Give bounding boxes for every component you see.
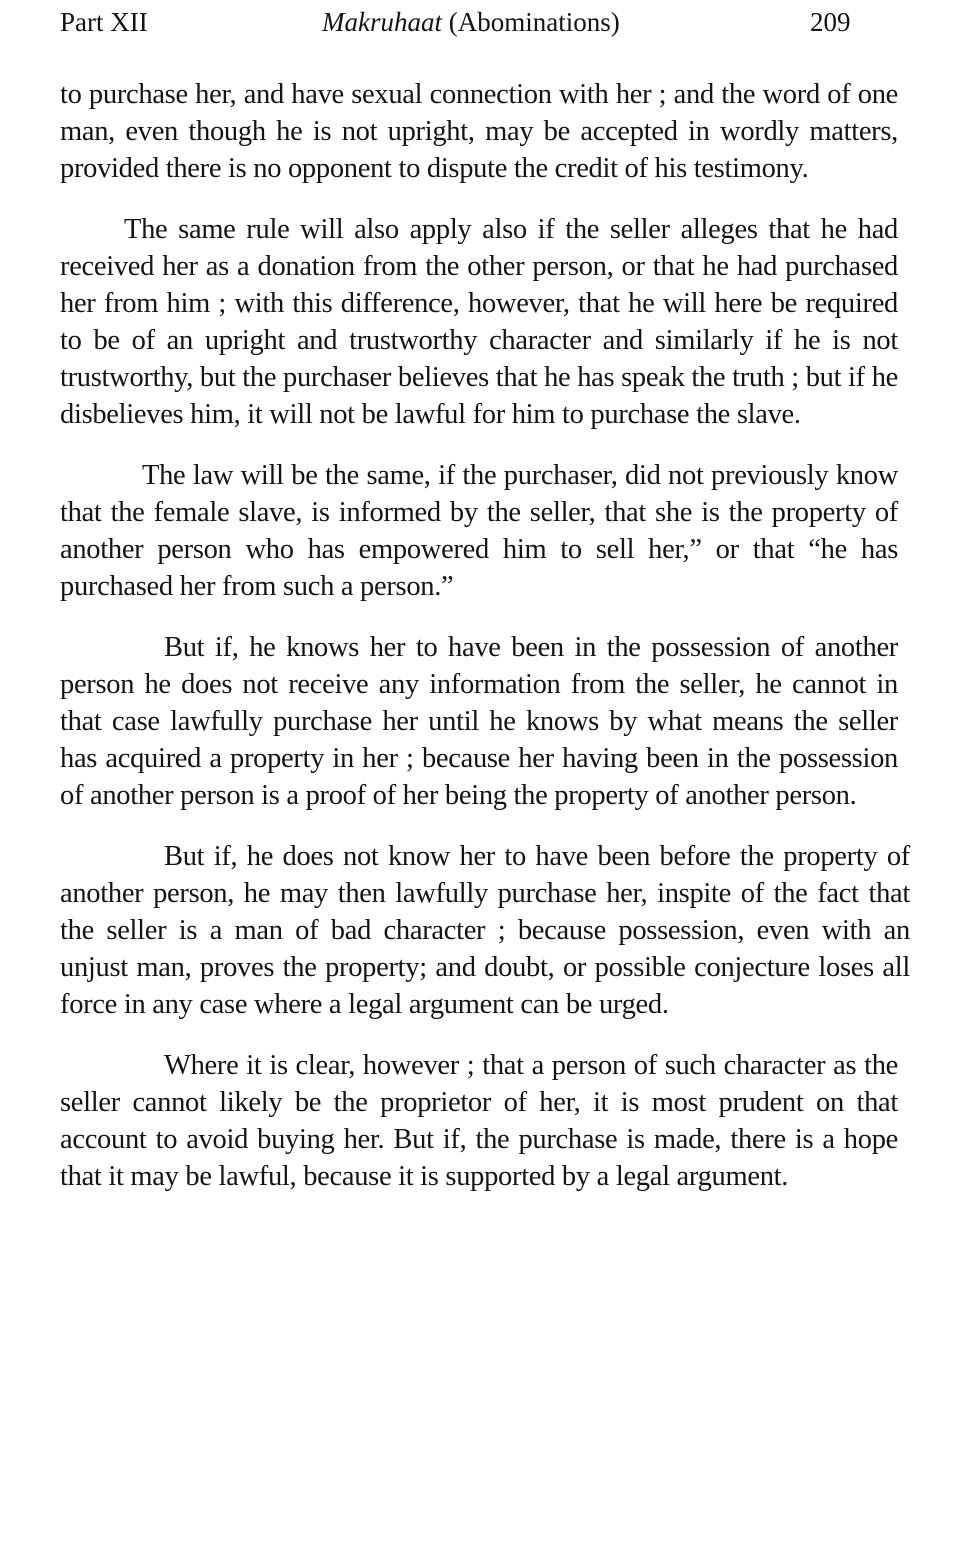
page-body <box>60 76 910 1195</box>
paragraph: But if, he does not know her to have been before the property of another person, he may then lawfully purchase her, inspite of the fact that the seller is a man of bad character ; because possession, even with an unjust man, proves the property; and doubt, or possible conjecture loses all force in any case where a legal argument can be urged. <box>60 841 910 1020</box>
page-number: 209 <box>810 7 851 37</box>
running-header <box>60 2 860 42</box>
paragraph: Where it is clear, however ; that a person of such character as the seller cannot likely be the proprietor of her, it is most prudent on that account to avoid buying her. But if, the purchase is made, there is a hope that it may be lawful, because it is supported by a legal argument. <box>60 1050 898 1192</box>
part-label: Part XII <box>60 7 148 37</box>
chapter-title-rest: (Abominations) <box>441 7 620 37</box>
chapter-title-italic: Makruhaat <box>322 7 442 37</box>
chapter-title <box>322 2 620 42</box>
paragraph: The same rule will also apply also if the seller alleges that he had received her as a donation from the other person, or that he had purchased her from him ; with this difference, however, that he will here be required to be of an upright and trustworthy character and similarly if he is not trustworthy, but the purchaser believes that he has speak the truth ; but if he disbelieves him, it will not be lawful for him to purchase the slave. <box>60 214 898 430</box>
paragraph: The law will be the same, if the purchaser, did not previously know that the female slave, is informed by the seller, that she is the property of another person who has empowered him to sell her,” or that “he has purchased her from such a person.” <box>60 460 898 602</box>
paragraph: But if, he knows her to have been in the possession of another person he does not receive any information from the seller, he cannot in that case lawfully purchase her until he knows by what means the seller has acquired a property in her ; because her having been in the possession of another person is a proof of her being the property of another person. <box>60 632 898 811</box>
paragraph-continuation: to purchase her, and have sexual connection with her ; and the word of one man, even though he is not upright, may be accepted in wordly matters, provided there is no opponent to dispute the credit of his testimony. <box>60 79 898 184</box>
